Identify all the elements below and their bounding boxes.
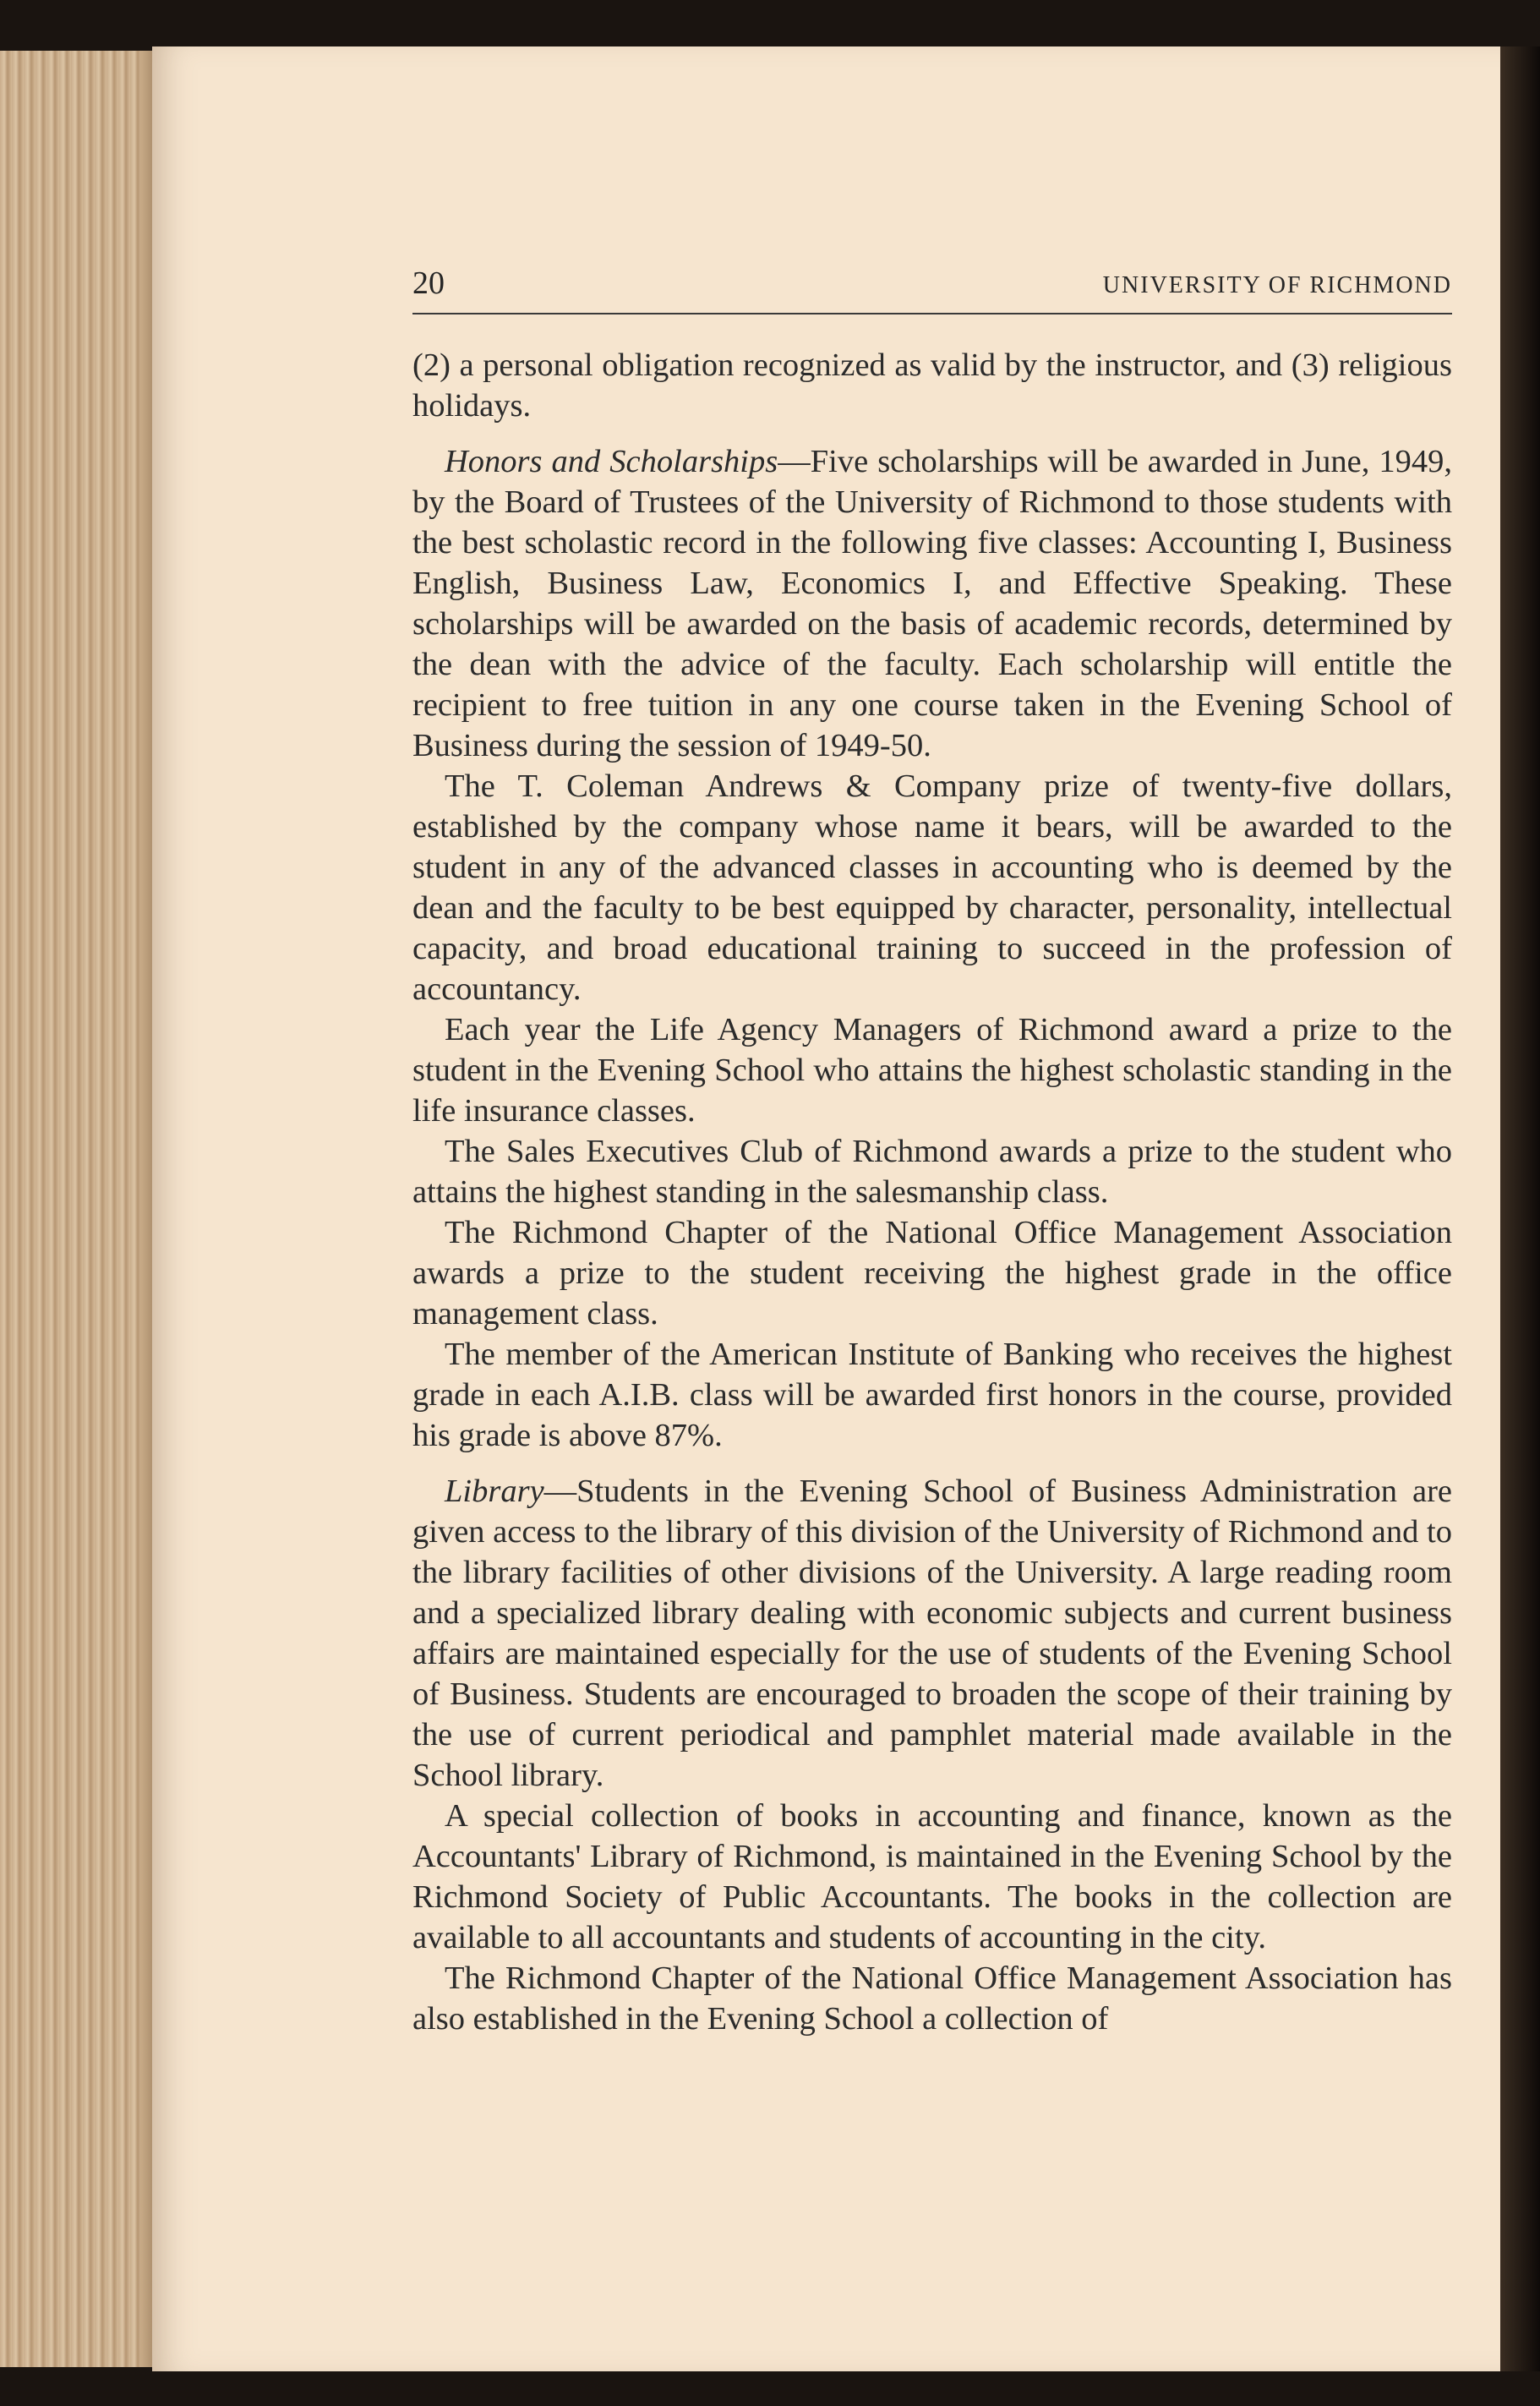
honors-heading: Honors and Scholarships [445, 444, 778, 479]
paragraph-andrews-prize: The T. Coleman Andrews & Company prize of twenty-five dollars, established by the company whose name it bears, will be awarded to the student in any of the advanced classes in accounting who is deemed by the dean and the faculty to be best equipped by character, personality, intellectual capacity, and broad educational training to succeed in the profession of accountancy. [412, 768, 1452, 1007]
honors-text: —Five scholarships will be awarded in June, 1949, by the Board of Trustees of the University of Richmond to those students with the best scholastic record in the following five classes: Accounting I, Business English, Business Law, Economics I, and Effective Speaking. These scholarships will be awarded on the basis of academic records, determined by the dean with the advice of the faculty. Each scholarship will entitle the recipient to free tuition in any one course taken in the Evening School of Business during the session of 1949-50. [412, 444, 1453, 763]
library-heading: Library [445, 1474, 544, 1509]
page-number: 20 [412, 265, 445, 301]
page-header [412, 260, 1452, 314]
body-text [412, 345, 1452, 2039]
paragraph-aib-honors: The member of the American Institute of Banking who receives the highest grade in each A.I.B. class will be awarded first honors in the course, provided his grade is above 87%. [412, 1337, 1452, 1453]
paragraph-honors [412, 441, 1452, 766]
running-title: UNIVERSITY OF RICHMOND [1102, 272, 1452, 298]
paragraph-library [412, 1471, 1452, 1796]
paragraph-life-agency-prize: Each year the Life Agency Managers of Richmond award a prize to the student in the Evening School who attains the highest scholastic standing in the life insurance classes. [412, 1012, 1452, 1129]
paragraph-noma-collection: The Richmond Chapter of the National Office Management Association has also established in the Evening School a collection of [412, 1960, 1452, 2037]
library-text: —Students in the Evening School of Business Administration are given access to the library of this division of the University of Richmond and to the library facilities of other divisions of the University. A large reading room and a specialized library dealing with economic subjects and current business affairs are maintained especially for the use of students of the Evening School of Business. Students are encouraged to broaden the scope of their training by the use of current periodical and pamphlet material made available in the School library. [412, 1474, 1452, 1793]
page-stack-edge [0, 51, 161, 2367]
paragraph-accountants-library: A special collection of books in accounting and finance, known as the Accountants' Library of Richmond, is maintained in the Evening School by the Richmond Society of Public Accountants. The books in the collection are available to all accountants and students of accounting in the city. [412, 1798, 1452, 1955]
paragraph-continuation: (2) a personal obligation recognized as valid by the instructor, and (3) religious holidays. [412, 347, 1452, 424]
page-right-edge [1500, 46, 1540, 2371]
paragraph-sales-prize: The Sales Executives Club of Richmond awards a prize to the student who attains the highest standing in the salesmanship class. [412, 1134, 1452, 1210]
paragraph-office-management-prize: The Richmond Chapter of the National Office Management Association awards a prize to the student receiving the highest grade in the office management class. [412, 1215, 1452, 1332]
